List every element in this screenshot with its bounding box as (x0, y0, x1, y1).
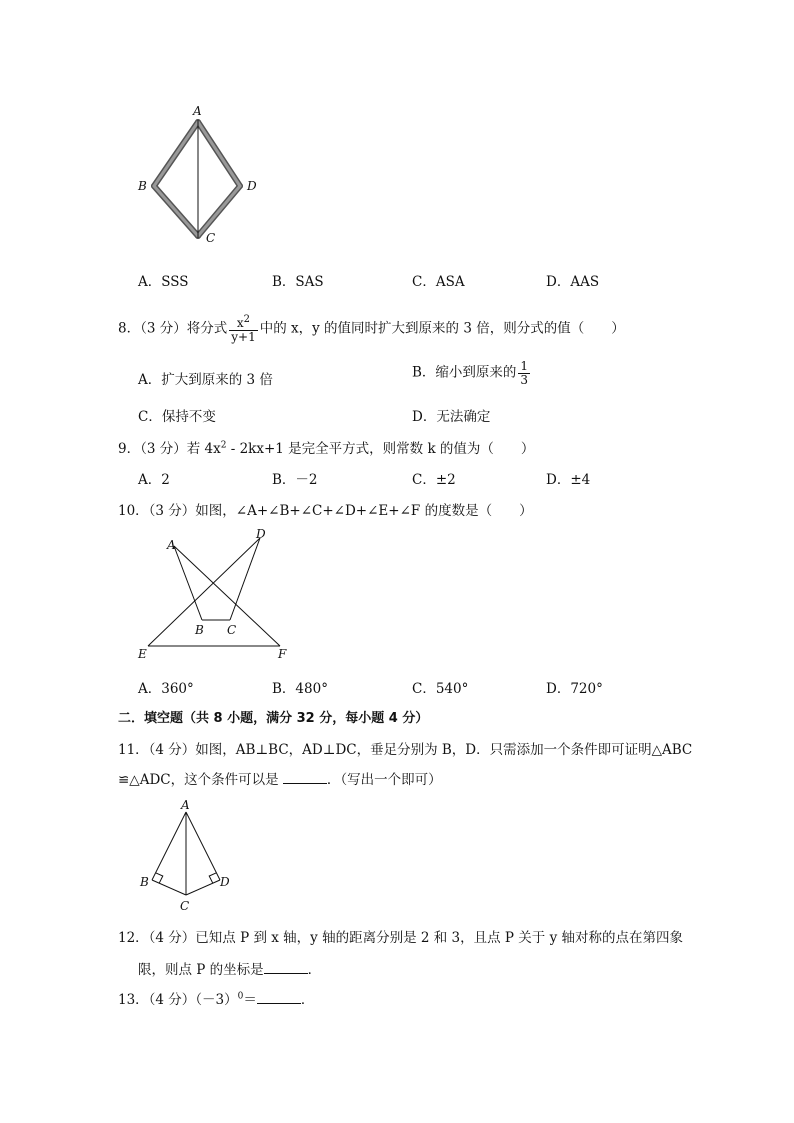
q13-sup: 0 (237, 991, 244, 1002)
q8-option-a: A．扩大到原来的 3 倍 (138, 372, 273, 388)
q9-text-b: - 2kx+1 是完全平方式，则常数 k 的值为（ ） (226, 441, 535, 457)
q8-option-b-num: 1 (520, 359, 529, 373)
q8-option-b-fraction (518, 360, 530, 386)
q7-option-a: A．SSS (138, 274, 189, 290)
q13-suffix: ＝ (243, 992, 257, 1008)
q8-question (118, 315, 625, 343)
q12-answer-blank[interactable] (264, 961, 308, 974)
q8-suffix: 中的 x，y 的值同时扩大到原来的 3 倍，则分式的值（ ） (259, 320, 625, 337)
q11-figure (134, 798, 244, 916)
q10-label-d: D (256, 527, 266, 541)
q8-option-b (412, 360, 532, 386)
q11-line2-prefix: ≌△ADC，这个条件可以是 (118, 772, 279, 788)
q12-line2 (138, 958, 321, 978)
q9-question (118, 437, 534, 457)
q9-text-a: 9．（3 分）若 4x (118, 441, 221, 457)
q13-prefix: 13．（4 分）（－3） (118, 992, 238, 1008)
q7-label-c: C (206, 231, 216, 245)
q7-option-d: D．AAS (546, 274, 600, 290)
q7-option-c: C．ASA (412, 274, 465, 290)
q8-frac-num: x (236, 316, 244, 330)
q10-option-a: A．360° (138, 681, 194, 697)
q10-label-e: E (138, 647, 147, 661)
q10-option-b: B．480° (272, 681, 328, 697)
q11-label-d: D (220, 875, 230, 889)
q13-answer-blank[interactable] (257, 991, 301, 1004)
q11-label-b: B (140, 875, 149, 889)
q9-option-d: D．±4 (546, 472, 591, 488)
section-title: 二．填空题（共 8 小题，满分 32 分，每小题 4 分） (118, 711, 429, 726)
q10-label-f: F (278, 647, 287, 661)
q8-frac-den: y+1 (231, 329, 256, 344)
q8-frac-sup: 2 (243, 314, 251, 325)
q8-prefix: 8．（3 分）将分式 (118, 320, 228, 337)
q10-question: 10．（3 分）如图，∠A+∠B+∠C+∠D+∠E+∠F 的度数是（ ） (118, 503, 533, 519)
q9-option-a: A．2 (138, 472, 170, 488)
q13-question (118, 988, 314, 1008)
q13-period: ． (300, 992, 315, 1008)
q11-line2-suffix: ．（写出一个即可） (326, 772, 442, 788)
q12-line2-suffix: ． (307, 962, 322, 978)
q10-label-b: B (195, 623, 204, 637)
q9-option-c: C．±2 (412, 472, 456, 488)
q7-label-d: D (247, 179, 257, 193)
q9-sup: 2 (220, 440, 227, 451)
q8-option-b-den: 3 (520, 372, 529, 387)
q10-figure (134, 524, 294, 664)
q11-label-c: C (180, 899, 190, 913)
q10-label-a: A (167, 538, 176, 552)
q11-answer-blank[interactable] (283, 771, 327, 784)
q8-option-c: C．保持不变 (138, 409, 216, 425)
q10-option-d: D．720° (546, 681, 603, 697)
q10-label-c: C (227, 623, 237, 637)
q10-option-c: C．540° (412, 681, 469, 697)
q8-option-d: D．无法确定 (412, 409, 491, 425)
q7-label-a: A (193, 104, 202, 118)
q9-option-b: B．－2 (272, 472, 318, 488)
q12-line1: 12．（4 分）已知点 P 到 x 轴，y 轴的距离分别是 2 和 3，且点 P 关于 y 轴对称的点在第四象 (118, 930, 684, 946)
q12-line2-prefix: 限，则点 P 的坐标是 (138, 962, 264, 978)
q7-figure (130, 100, 270, 250)
q8-fraction (229, 315, 257, 343)
q11-label-a: A (181, 798, 190, 812)
q7-label-b: B (138, 179, 147, 193)
q7-option-b: B．SAS (272, 274, 324, 290)
q8-option-b-text: B．缩小到原来的 (412, 364, 517, 381)
q11-line2 (118, 768, 442, 788)
q11-line1: 11．（4 分）如图，AB⊥BC，AD⊥DC，垂足分别为 B，D．只需添加一个条件即可证明△ABC (118, 742, 693, 758)
